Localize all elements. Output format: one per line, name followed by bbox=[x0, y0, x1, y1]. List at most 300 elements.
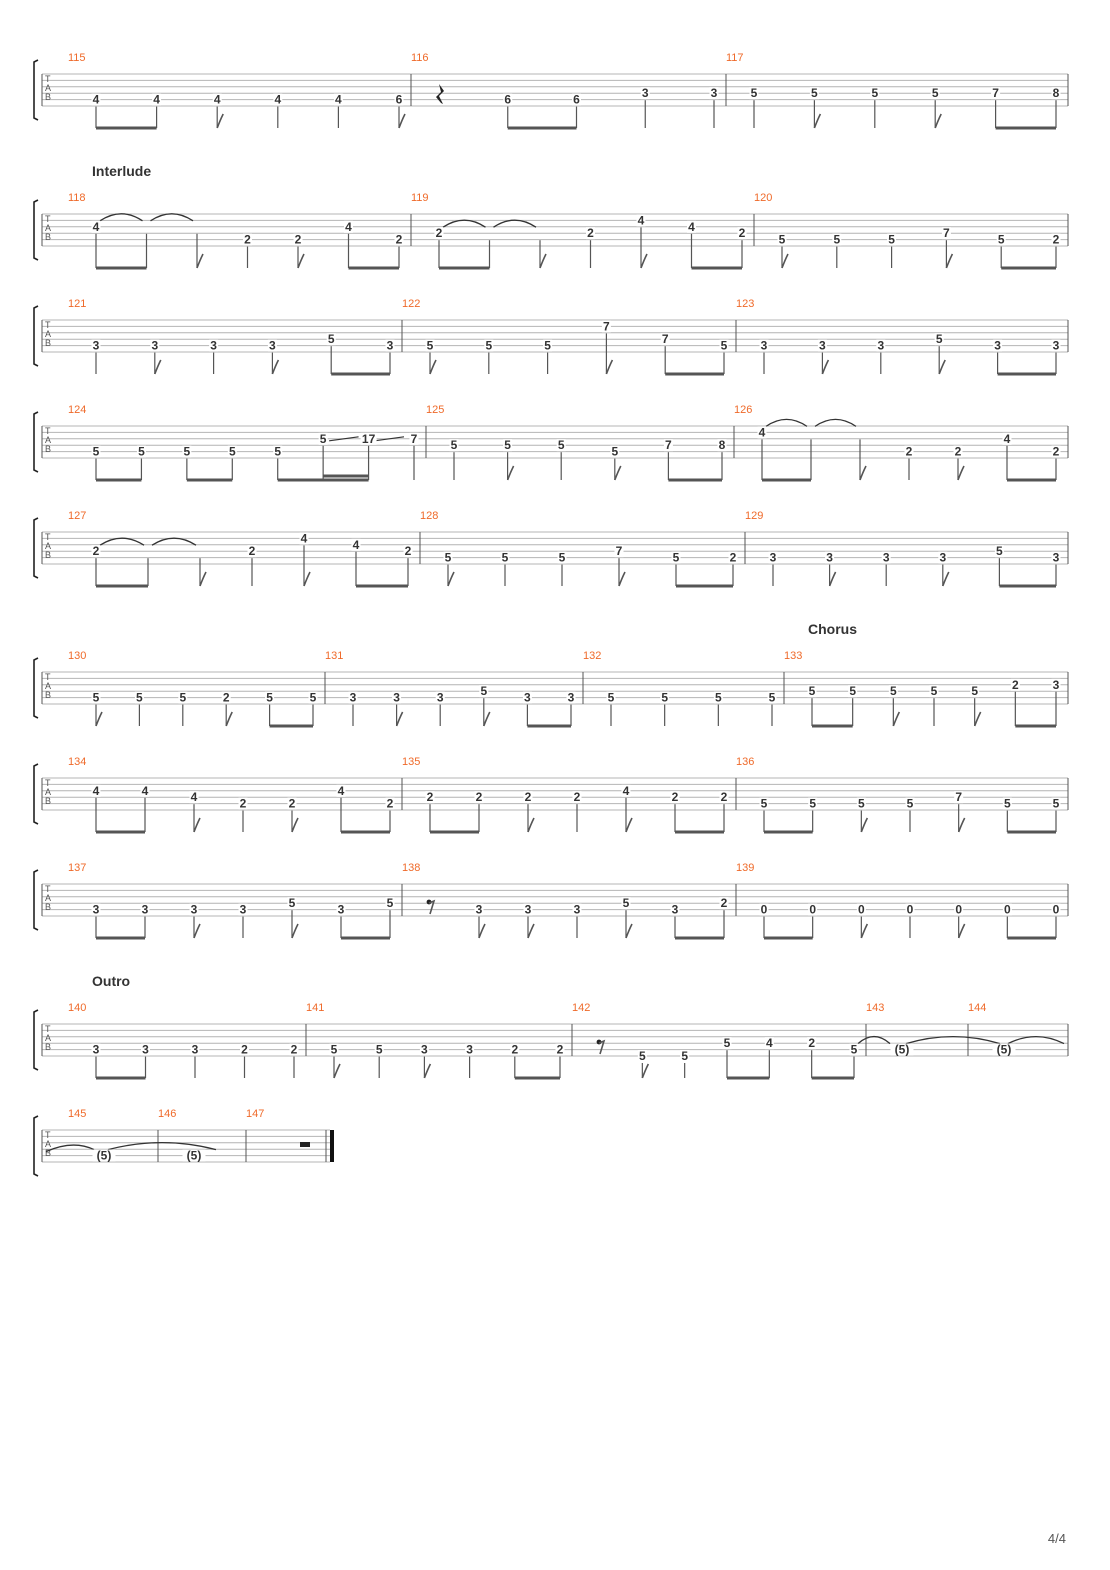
fret-number: 5 bbox=[1003, 796, 1011, 811]
measure-number: 119 bbox=[411, 192, 429, 204]
fret-number: 7 bbox=[955, 790, 963, 805]
fret-number: 5 bbox=[971, 684, 979, 699]
measure-number: 125 bbox=[426, 404, 445, 416]
tab-clef-letter: B bbox=[45, 338, 52, 348]
fret-number: 4 bbox=[622, 783, 630, 798]
fret-number: 5 bbox=[138, 444, 145, 459]
fret-number: 7 bbox=[410, 431, 418, 446]
eighth-flag bbox=[861, 924, 867, 938]
fret-number: 5 bbox=[1052, 796, 1060, 811]
fret-number: 2 bbox=[556, 1042, 564, 1057]
tab-clef-letter: A bbox=[45, 787, 52, 797]
fret-number: 2 bbox=[1052, 444, 1060, 459]
system-brace bbox=[34, 412, 38, 472]
tab-clef-letter: T bbox=[45, 778, 51, 788]
fret-number: 3 bbox=[567, 690, 575, 705]
system-brace bbox=[34, 658, 38, 718]
section-label: Outro bbox=[92, 973, 131, 989]
fret-number: 3 bbox=[524, 902, 532, 917]
fret-number: 5 bbox=[450, 438, 458, 453]
eighth-flag bbox=[197, 254, 203, 268]
fret-number: 4 bbox=[765, 1036, 773, 1051]
fret-number: 5 bbox=[661, 690, 669, 705]
fret-number: 2 bbox=[222, 690, 230, 705]
fret-number: 5 bbox=[930, 684, 938, 699]
fret-number: 5 bbox=[714, 690, 722, 705]
eighth-flag bbox=[939, 360, 945, 374]
fret-number: 5 bbox=[811, 86, 818, 101]
fret-number: 2 bbox=[386, 796, 394, 811]
fret-number: 2 bbox=[511, 1042, 519, 1057]
fret-number: 5 bbox=[444, 550, 452, 565]
fret-number: 5 bbox=[426, 338, 434, 353]
eighth-flag bbox=[958, 466, 964, 480]
fret-number: (5) bbox=[894, 1042, 910, 1057]
fret-number: 5 bbox=[228, 444, 236, 459]
fret-number: 3 bbox=[337, 902, 345, 917]
fret-number: 7 bbox=[603, 319, 610, 334]
eighth-flag bbox=[397, 712, 403, 726]
tab-clef-letter: A bbox=[45, 893, 52, 903]
section-label: Interlude bbox=[92, 163, 152, 179]
measure-number: 134 bbox=[68, 756, 87, 768]
fret-number: 2 bbox=[241, 1042, 248, 1057]
fret-number: 2 bbox=[288, 796, 296, 811]
fret-number: 5 bbox=[386, 896, 394, 911]
fret-number: 3 bbox=[994, 338, 1001, 353]
fret-number: 5 bbox=[274, 444, 282, 459]
eighth-flag bbox=[540, 254, 546, 268]
fret-number: 2 bbox=[720, 896, 728, 911]
fret-number: 2 bbox=[92, 544, 100, 559]
measure-number: 116 bbox=[411, 52, 429, 64]
fret-number: 7 bbox=[661, 332, 669, 347]
eighth-flag bbox=[860, 466, 866, 480]
tab-clef-letter: T bbox=[45, 426, 51, 436]
section-label: Chorus bbox=[808, 621, 857, 637]
tab-clef-letter: T bbox=[45, 884, 51, 894]
eighth-flag bbox=[508, 466, 514, 480]
eighth-flag bbox=[448, 572, 454, 586]
fret-number: 4 bbox=[1003, 431, 1011, 446]
eighth-flag bbox=[96, 712, 102, 726]
fret-number: 5 bbox=[319, 431, 327, 446]
measure-number: 144 bbox=[968, 1002, 987, 1014]
fret-number: 3 bbox=[151, 338, 159, 353]
fret-number: 2 bbox=[239, 796, 247, 811]
fret-number: 5 bbox=[611, 444, 619, 459]
fret-number: 4 bbox=[190, 790, 198, 805]
fret-number: 3 bbox=[92, 338, 100, 353]
fret-number: 6 bbox=[395, 92, 403, 107]
tab-clef-letter: A bbox=[45, 1033, 52, 1043]
fret-number: 2 bbox=[905, 444, 913, 459]
system-brace bbox=[34, 1010, 38, 1070]
fret-number: 5 bbox=[485, 338, 493, 353]
fret-number: 3 bbox=[92, 1042, 100, 1057]
eighth-flag bbox=[642, 1064, 648, 1078]
system-brace bbox=[34, 1116, 38, 1176]
measure-number: 115 bbox=[68, 52, 86, 64]
eighth-flag bbox=[619, 572, 625, 586]
fret-number: 17 bbox=[361, 431, 376, 446]
fret-number: 4 bbox=[92, 219, 100, 234]
eighth-flag bbox=[822, 360, 828, 374]
fret-number: 3 bbox=[769, 550, 777, 565]
fret-number: 3 bbox=[210, 338, 217, 353]
eighth-flag bbox=[606, 360, 612, 374]
eighth-flag bbox=[304, 572, 310, 586]
fret-number: 5 bbox=[935, 332, 943, 347]
eighth-flag bbox=[217, 114, 223, 128]
fret-number: 5 bbox=[375, 1042, 383, 1057]
fret-number: 4 bbox=[688, 219, 695, 234]
fret-number: 3 bbox=[393, 690, 400, 705]
tab-clef-letter: A bbox=[45, 435, 52, 445]
system-brace bbox=[34, 200, 38, 260]
measure-number: 126 bbox=[734, 404, 753, 416]
eighth-flag bbox=[200, 572, 206, 586]
fret-number: 3 bbox=[760, 338, 768, 353]
fret-number: 8 bbox=[1052, 86, 1060, 101]
tab-clef-letter: T bbox=[45, 1024, 51, 1034]
fret-number: 3 bbox=[573, 902, 581, 917]
fret-number: 3 bbox=[819, 338, 826, 353]
eighth-flag bbox=[946, 254, 952, 268]
fret-number: 2 bbox=[248, 544, 256, 559]
tie bbox=[151, 214, 194, 221]
fret-number: 5 bbox=[288, 896, 296, 911]
measure-number: 122 bbox=[402, 298, 421, 310]
eighth-flag bbox=[528, 818, 534, 832]
fret-number: 5 bbox=[768, 690, 776, 705]
fret-number: 0 bbox=[955, 902, 963, 917]
tab-clef-letter: T bbox=[45, 74, 51, 84]
fret-number: 2 bbox=[720, 790, 728, 805]
fret-number: 4 bbox=[637, 213, 645, 228]
fret-number: 5 bbox=[760, 796, 768, 811]
fret-number: 4 bbox=[153, 92, 160, 107]
measure-number: 141 bbox=[306, 1002, 325, 1014]
fret-number: 2 bbox=[738, 226, 746, 241]
eighth-flag bbox=[194, 924, 200, 938]
measure-number: 123 bbox=[736, 298, 755, 310]
fret-number: (5) bbox=[96, 1148, 112, 1163]
tab-clef-letter: B bbox=[45, 1148, 52, 1158]
fret-number: 2 bbox=[426, 790, 434, 805]
fret-number: 5 bbox=[638, 1049, 646, 1063]
fret-number: 2 bbox=[435, 226, 443, 241]
tab-clef-letter: B bbox=[45, 690, 52, 700]
fret-number: 0 bbox=[809, 902, 817, 917]
eighth-flag bbox=[959, 818, 965, 832]
fret-number: 5 bbox=[778, 232, 786, 247]
eighth-flag bbox=[814, 114, 820, 128]
fret-number: 5 bbox=[996, 544, 1003, 559]
measure-number: 124 bbox=[68, 404, 87, 416]
fret-number: 5 bbox=[672, 550, 680, 565]
fret-number: 4 bbox=[758, 425, 766, 440]
fret-number: 5 bbox=[850, 1042, 858, 1057]
fret-number: 5 bbox=[330, 1042, 338, 1057]
fret-number: 2 bbox=[808, 1036, 816, 1051]
fret-number: 3 bbox=[671, 902, 679, 917]
measure-number: 130 bbox=[68, 650, 87, 662]
tab-clef-letter: T bbox=[45, 214, 51, 224]
tie bbox=[443, 220, 486, 227]
fret-number: 0 bbox=[760, 902, 768, 917]
tab-clef-letter: B bbox=[45, 796, 52, 806]
measure-number: 145 bbox=[68, 1108, 87, 1120]
eighth-flag bbox=[615, 466, 621, 480]
fret-number: 2 bbox=[395, 232, 403, 247]
fret-number: 2 bbox=[475, 790, 483, 805]
fret-number: 4 bbox=[141, 783, 149, 798]
fret-number: 5 bbox=[750, 86, 758, 101]
fret-number: 4 bbox=[337, 783, 345, 798]
eighth-flag bbox=[272, 360, 278, 374]
tie bbox=[766, 419, 807, 426]
measure-number: 121 bbox=[68, 298, 87, 310]
fret-number: 5 bbox=[136, 690, 143, 705]
measure-number: 132 bbox=[583, 650, 602, 662]
tie bbox=[152, 538, 196, 545]
fret-number: 2 bbox=[1052, 232, 1060, 247]
eighth-flag bbox=[479, 924, 485, 938]
eighth-flag bbox=[626, 924, 632, 938]
eighth-flag bbox=[298, 254, 304, 268]
tab-clef-letter: A bbox=[45, 83, 52, 93]
tab-clef-letter: A bbox=[45, 329, 52, 339]
fret-number: 3 bbox=[191, 1042, 199, 1057]
fret-number: 2 bbox=[729, 550, 737, 565]
measure-number: 129 bbox=[745, 510, 764, 522]
fret-number: 5 bbox=[501, 550, 509, 565]
fret-number: 4 bbox=[335, 92, 342, 107]
fret-number: 3 bbox=[269, 338, 276, 353]
eighth-flag bbox=[424, 1064, 430, 1078]
fret-number: 7 bbox=[665, 438, 672, 453]
fret-number: 2 bbox=[404, 544, 412, 559]
eighth-flag bbox=[626, 818, 632, 832]
measure-number: 117 bbox=[726, 52, 744, 64]
fret-number: 2 bbox=[290, 1042, 298, 1057]
eighth-flag bbox=[194, 818, 200, 832]
fret-number: 5 bbox=[857, 796, 865, 811]
fret-number: 5 bbox=[888, 232, 895, 247]
eighth-flag bbox=[292, 818, 298, 832]
tie bbox=[815, 419, 856, 426]
eighth-flag bbox=[528, 924, 534, 938]
fret-number: 2 bbox=[1011, 677, 1019, 692]
system-brace bbox=[34, 60, 38, 120]
fret-number: 3 bbox=[349, 690, 357, 705]
tab-clef-letter: T bbox=[45, 320, 51, 330]
fret-number: 5 bbox=[849, 684, 857, 699]
eighth-flag bbox=[155, 360, 161, 374]
tab-clef-letter: B bbox=[45, 444, 52, 454]
system-brace bbox=[34, 518, 38, 578]
tie bbox=[906, 1037, 1000, 1044]
fret-number: 3 bbox=[826, 550, 833, 565]
tab-clef-letter: B bbox=[45, 92, 52, 102]
fret-number: 4 bbox=[345, 219, 352, 234]
fret-number: 3 bbox=[466, 1042, 473, 1057]
fret-number: 5 bbox=[309, 690, 317, 705]
fret-number: 4 bbox=[352, 537, 360, 552]
tab-clef-letter: B bbox=[45, 232, 52, 242]
fret-number: 5 bbox=[622, 896, 630, 911]
fret-number: 0 bbox=[1052, 902, 1060, 917]
fret-number: 4 bbox=[92, 92, 100, 107]
fret-number: 5 bbox=[833, 232, 841, 247]
fret-number: 6 bbox=[573, 92, 580, 107]
fret-number: 3 bbox=[190, 902, 198, 917]
fret-number: 2 bbox=[587, 226, 594, 241]
eighth-flag bbox=[830, 572, 836, 586]
fret-number: 2 bbox=[573, 790, 581, 805]
fret-number: 5 bbox=[504, 438, 511, 453]
fret-number: 6 bbox=[504, 92, 512, 107]
fret-number: 0 bbox=[857, 902, 865, 917]
tab-clef-letter: T bbox=[45, 1130, 51, 1140]
fret-number: 5 bbox=[723, 1036, 731, 1051]
measure-number: 127 bbox=[68, 510, 87, 522]
system-brace bbox=[34, 870, 38, 930]
eighth-flag bbox=[292, 924, 298, 938]
fret-number: 2 bbox=[524, 790, 532, 805]
fret-number: 3 bbox=[92, 902, 100, 917]
fret-number: 5 bbox=[183, 444, 191, 459]
fret-number: 3 bbox=[641, 86, 649, 101]
fret-number: 4 bbox=[274, 92, 282, 107]
measure-number: 142 bbox=[572, 1002, 591, 1014]
fret-number: 5 bbox=[327, 332, 335, 347]
fret-number: 3 bbox=[524, 690, 531, 705]
tab-clef-letter: B bbox=[45, 902, 52, 912]
fret-number: 5 bbox=[179, 690, 187, 705]
tab-clef-letter: T bbox=[45, 672, 51, 682]
fret-number: 8 bbox=[718, 438, 726, 453]
fret-number: 3 bbox=[939, 550, 947, 565]
tie bbox=[100, 538, 144, 545]
fret-number: 2 bbox=[244, 232, 251, 247]
fret-number: 5 bbox=[480, 684, 488, 699]
tab-clef-letter: T bbox=[45, 532, 51, 542]
fret-number: 5 bbox=[558, 550, 566, 565]
tab-clef-letter: B bbox=[45, 550, 52, 560]
eighth-flag bbox=[641, 254, 647, 268]
fret-number: (5) bbox=[996, 1042, 1012, 1057]
measure-number: 147 bbox=[246, 1108, 265, 1120]
fret-number: 5 bbox=[92, 444, 100, 459]
measure-number: 140 bbox=[68, 1002, 87, 1014]
system-brace bbox=[34, 306, 38, 366]
tab-clef-letter: B bbox=[45, 1042, 52, 1052]
fret-number: 5 bbox=[931, 86, 939, 101]
eighth-flag bbox=[334, 1064, 340, 1078]
measure-number: 118 bbox=[68, 192, 86, 204]
fret-number: 5 bbox=[997, 232, 1005, 247]
eighth-flag bbox=[484, 712, 490, 726]
eighth-flag bbox=[975, 712, 981, 726]
fret-number: 5 bbox=[808, 684, 816, 699]
fret-number: 7 bbox=[992, 86, 999, 101]
eighth-flag bbox=[430, 360, 436, 374]
eighth-flag bbox=[893, 712, 899, 726]
tab-clef-letter: A bbox=[45, 681, 52, 691]
measure-number: 137 bbox=[68, 862, 87, 874]
fret-number: 3 bbox=[1052, 550, 1060, 565]
fret-number: 3 bbox=[141, 902, 149, 917]
fret-number: 4 bbox=[92, 783, 100, 798]
measure-number: 133 bbox=[784, 650, 803, 662]
tie bbox=[858, 1037, 890, 1044]
fret-number: 2 bbox=[294, 232, 302, 247]
fret-number: 5 bbox=[809, 796, 817, 811]
fret-number: 5 bbox=[92, 690, 100, 705]
fret-number: 3 bbox=[239, 902, 247, 917]
eighth-flag bbox=[935, 114, 941, 128]
system-brace bbox=[34, 764, 38, 824]
fret-number: 5 bbox=[681, 1049, 689, 1063]
fret-number: 3 bbox=[882, 550, 890, 565]
fret-number: 3 bbox=[877, 338, 885, 353]
fret-number: 5 bbox=[889, 684, 897, 699]
fret-number: 3 bbox=[475, 902, 483, 917]
tie bbox=[494, 220, 537, 227]
fret-number: 2 bbox=[954, 444, 962, 459]
tab-clef-letter: A bbox=[45, 541, 52, 551]
eighth-flag bbox=[959, 924, 965, 938]
fret-number: 7 bbox=[943, 226, 950, 241]
measure-number: 138 bbox=[402, 862, 421, 874]
fret-number: 3 bbox=[421, 1042, 428, 1057]
fret-number: 5 bbox=[544, 338, 551, 353]
fret-number: 3 bbox=[142, 1042, 149, 1057]
measure-number: 128 bbox=[420, 510, 439, 522]
tab-clef-letter: A bbox=[45, 1139, 52, 1149]
tie bbox=[1008, 1037, 1064, 1044]
fret-number: 3 bbox=[386, 338, 394, 353]
fret-number: 4 bbox=[300, 531, 308, 546]
measure-number: 143 bbox=[866, 1002, 885, 1014]
eighth-flag bbox=[226, 712, 232, 726]
measure-number: 135 bbox=[402, 756, 421, 768]
fret-number: 5 bbox=[607, 690, 615, 705]
fret-number: 5 bbox=[720, 338, 728, 353]
tab-clef-letter: A bbox=[45, 223, 52, 233]
eighth-flag bbox=[861, 818, 867, 832]
fret-number: 3 bbox=[1052, 338, 1060, 353]
fret-number: 3 bbox=[1052, 677, 1060, 692]
fret-number: 2 bbox=[671, 790, 679, 805]
fret-number: 5 bbox=[906, 796, 914, 811]
fret-number: 3 bbox=[436, 690, 444, 705]
page-number: 4/4 bbox=[1047, 1531, 1066, 1546]
measure-number: 136 bbox=[736, 756, 755, 768]
measure-number: 131 bbox=[325, 650, 344, 662]
tie-in bbox=[46, 1145, 94, 1152]
fret-number: 7 bbox=[615, 544, 623, 559]
fret-number: 4 bbox=[213, 92, 221, 107]
fret-number: 5 bbox=[266, 690, 273, 705]
tie bbox=[100, 214, 143, 221]
fret-number: 0 bbox=[1003, 902, 1011, 917]
eighth-flag bbox=[943, 572, 949, 586]
fret-number: 3 bbox=[710, 86, 718, 101]
fret-number: 5 bbox=[557, 438, 565, 453]
